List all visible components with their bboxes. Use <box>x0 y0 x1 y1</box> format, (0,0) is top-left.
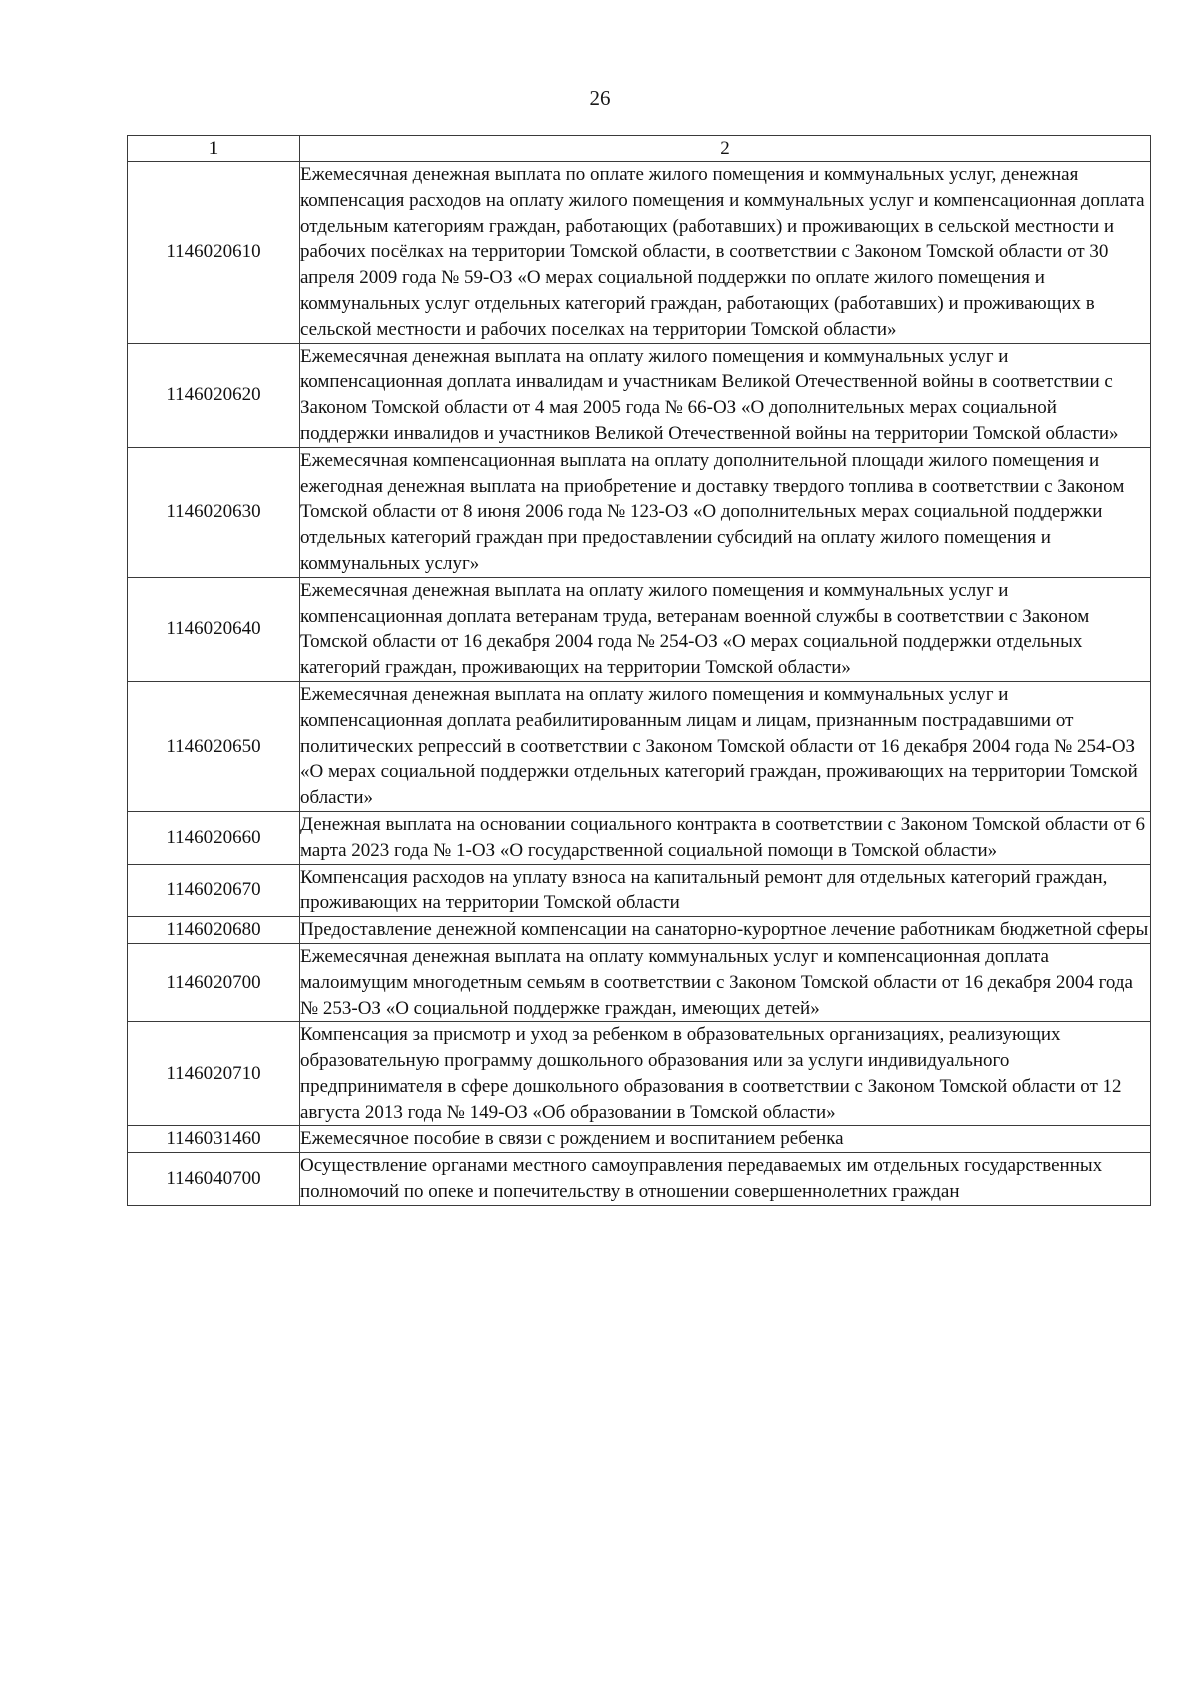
table-row <box>128 1153 1151 1206</box>
row-description: Ежемесячная денежная выплата на оплату жилого помещения и коммунальных услуг и компенсационная доплата реабилитированным лицам и лицам, признанным пострадавшими от политических репрессий в соответствии с Законом Томской области от 16 декабря 2004 года № 254-ОЗ «О мерах социальной поддержки отдельных категорий граждан, проживающих на территории Томской области» <box>300 681 1151 811</box>
row-description: Ежемесячная денежная выплата на оплату жилого помещения и коммунальных услуг и компенсационная доплата ветеранам труда, ветеранам военной службы в соответствии с Законом Томской области от 16 декабря 2004 года № 254-ОЗ «О мерах социальной поддержки отдельных категорий граждан, проживающих на территории Томской области» <box>300 577 1151 681</box>
row-code: 1146020640 <box>128 577 300 681</box>
row-description: Денежная выплата на основании социального контракта в соответствии с Законом Томской области от 6 марта 2023 года № 1-ОЗ «О государственной социальной помощи в Томской области» <box>300 811 1151 864</box>
column-header-1: 1 <box>128 136 300 162</box>
table-header-row <box>128 136 1151 162</box>
row-description: Компенсация за присмотр и уход за ребенком в образовательных организациях, реализующих образовательную программу дошкольного образования или за услуги индивидуального предпринимателя в сфере дошкольного образования в соответствии с Законом Томской области от 12 августа 2013 года № 149-ОЗ «Об образовании в Томской области» <box>300 1022 1151 1126</box>
row-code: 1146020670 <box>128 864 300 917</box>
table-row <box>128 1126 1151 1153</box>
row-code: 1146020610 <box>128 162 300 344</box>
table-row <box>128 1022 1151 1126</box>
table-row <box>128 162 1151 344</box>
column-header-2: 2 <box>300 136 1151 162</box>
row-code: 1146020620 <box>128 343 300 447</box>
table-row <box>128 447 1151 577</box>
row-code: 1146040700 <box>128 1153 300 1206</box>
row-code: 1146020630 <box>128 447 300 577</box>
budget-codes-table <box>127 135 1151 1206</box>
row-code: 1146020660 <box>128 811 300 864</box>
row-description: Ежемесячная компенсационная выплата на оплату дополнительной площади жилого помещения и ежегодная денежная выплата на приобретение и доставку твердого топлива в соответствии с Законом Томской области от 8 июня 2006 года № 123-ОЗ «О дополнительных мерах социальной поддержки отдельных категорий граждан при предоставлении субсидий на оплату жилого помещения и коммунальных услуг» <box>300 447 1151 577</box>
row-code: 1146031460 <box>128 1126 300 1153</box>
row-description: Ежемесячная денежная выплата по оплате жилого помещения и коммунальных услуг, денежная компенсация расходов на оплату жилого помещения и коммунальных услуг и компенсационная доплата отдельным категориям граждан, работающих (работавших) и проживающих в сельской местности и рабочих посёлках на территории Томской области, в соответствии с Законом Томской области от 30 апреля 2009 года № 59-ОЗ «О мерах социальной поддержки по оплате жилого помещения и коммунальных услуг отдельных категорий граждан, работающих (работавших) и проживающих в сельской местности и рабочих поселках на территории Томской области» <box>300 162 1151 344</box>
row-code: 1146020700 <box>128 943 300 1021</box>
row-description: Ежемесячная денежная выплата на оплату коммунальных услуг и компенсационная доплата малоимущим многодетным семьям в соответствии с Законом Томской области от 16 декабря 2004 года № 253-ОЗ «О социальной поддержке граждан, имеющих детей» <box>300 943 1151 1021</box>
row-code: 1146020710 <box>128 1022 300 1126</box>
row-description: Предоставление денежной компенсации на санаторно-курортное лечение работникам бюджетной сферы <box>300 917 1151 944</box>
table-row <box>128 343 1151 447</box>
row-description: Ежемесячное пособие в связи с рождением и воспитанием ребенка <box>300 1126 1151 1153</box>
row-code: 1146020680 <box>128 917 300 944</box>
row-description: Компенсация расходов на уплату взноса на капитальный ремонт для отдельных категорий граждан, проживающих на территории Томской области <box>300 864 1151 917</box>
table-row <box>128 681 1151 811</box>
row-code: 1146020650 <box>128 681 300 811</box>
table-row <box>128 864 1151 917</box>
row-description: Осуществление органами местного самоуправления передаваемых им отдельных государственных полномочий по опеке и попечительству в отношении совершеннолетних граждан <box>300 1153 1151 1206</box>
table-row <box>128 943 1151 1021</box>
table-row <box>128 811 1151 864</box>
table-row <box>128 917 1151 944</box>
row-description: Ежемесячная денежная выплата на оплату жилого помещения и коммунальных услуг и компенсационная доплата инвалидам и участникам Великой Отечественной войны в соответствии с Законом Томской области от 4 мая 2005 года № 66-ОЗ «О дополнительных мерах социальной поддержки инвалидов и участников Великой Отечественной войны на территории Томской области» <box>300 343 1151 447</box>
page-number: 26 <box>589 86 611 110</box>
table-row <box>128 577 1151 681</box>
